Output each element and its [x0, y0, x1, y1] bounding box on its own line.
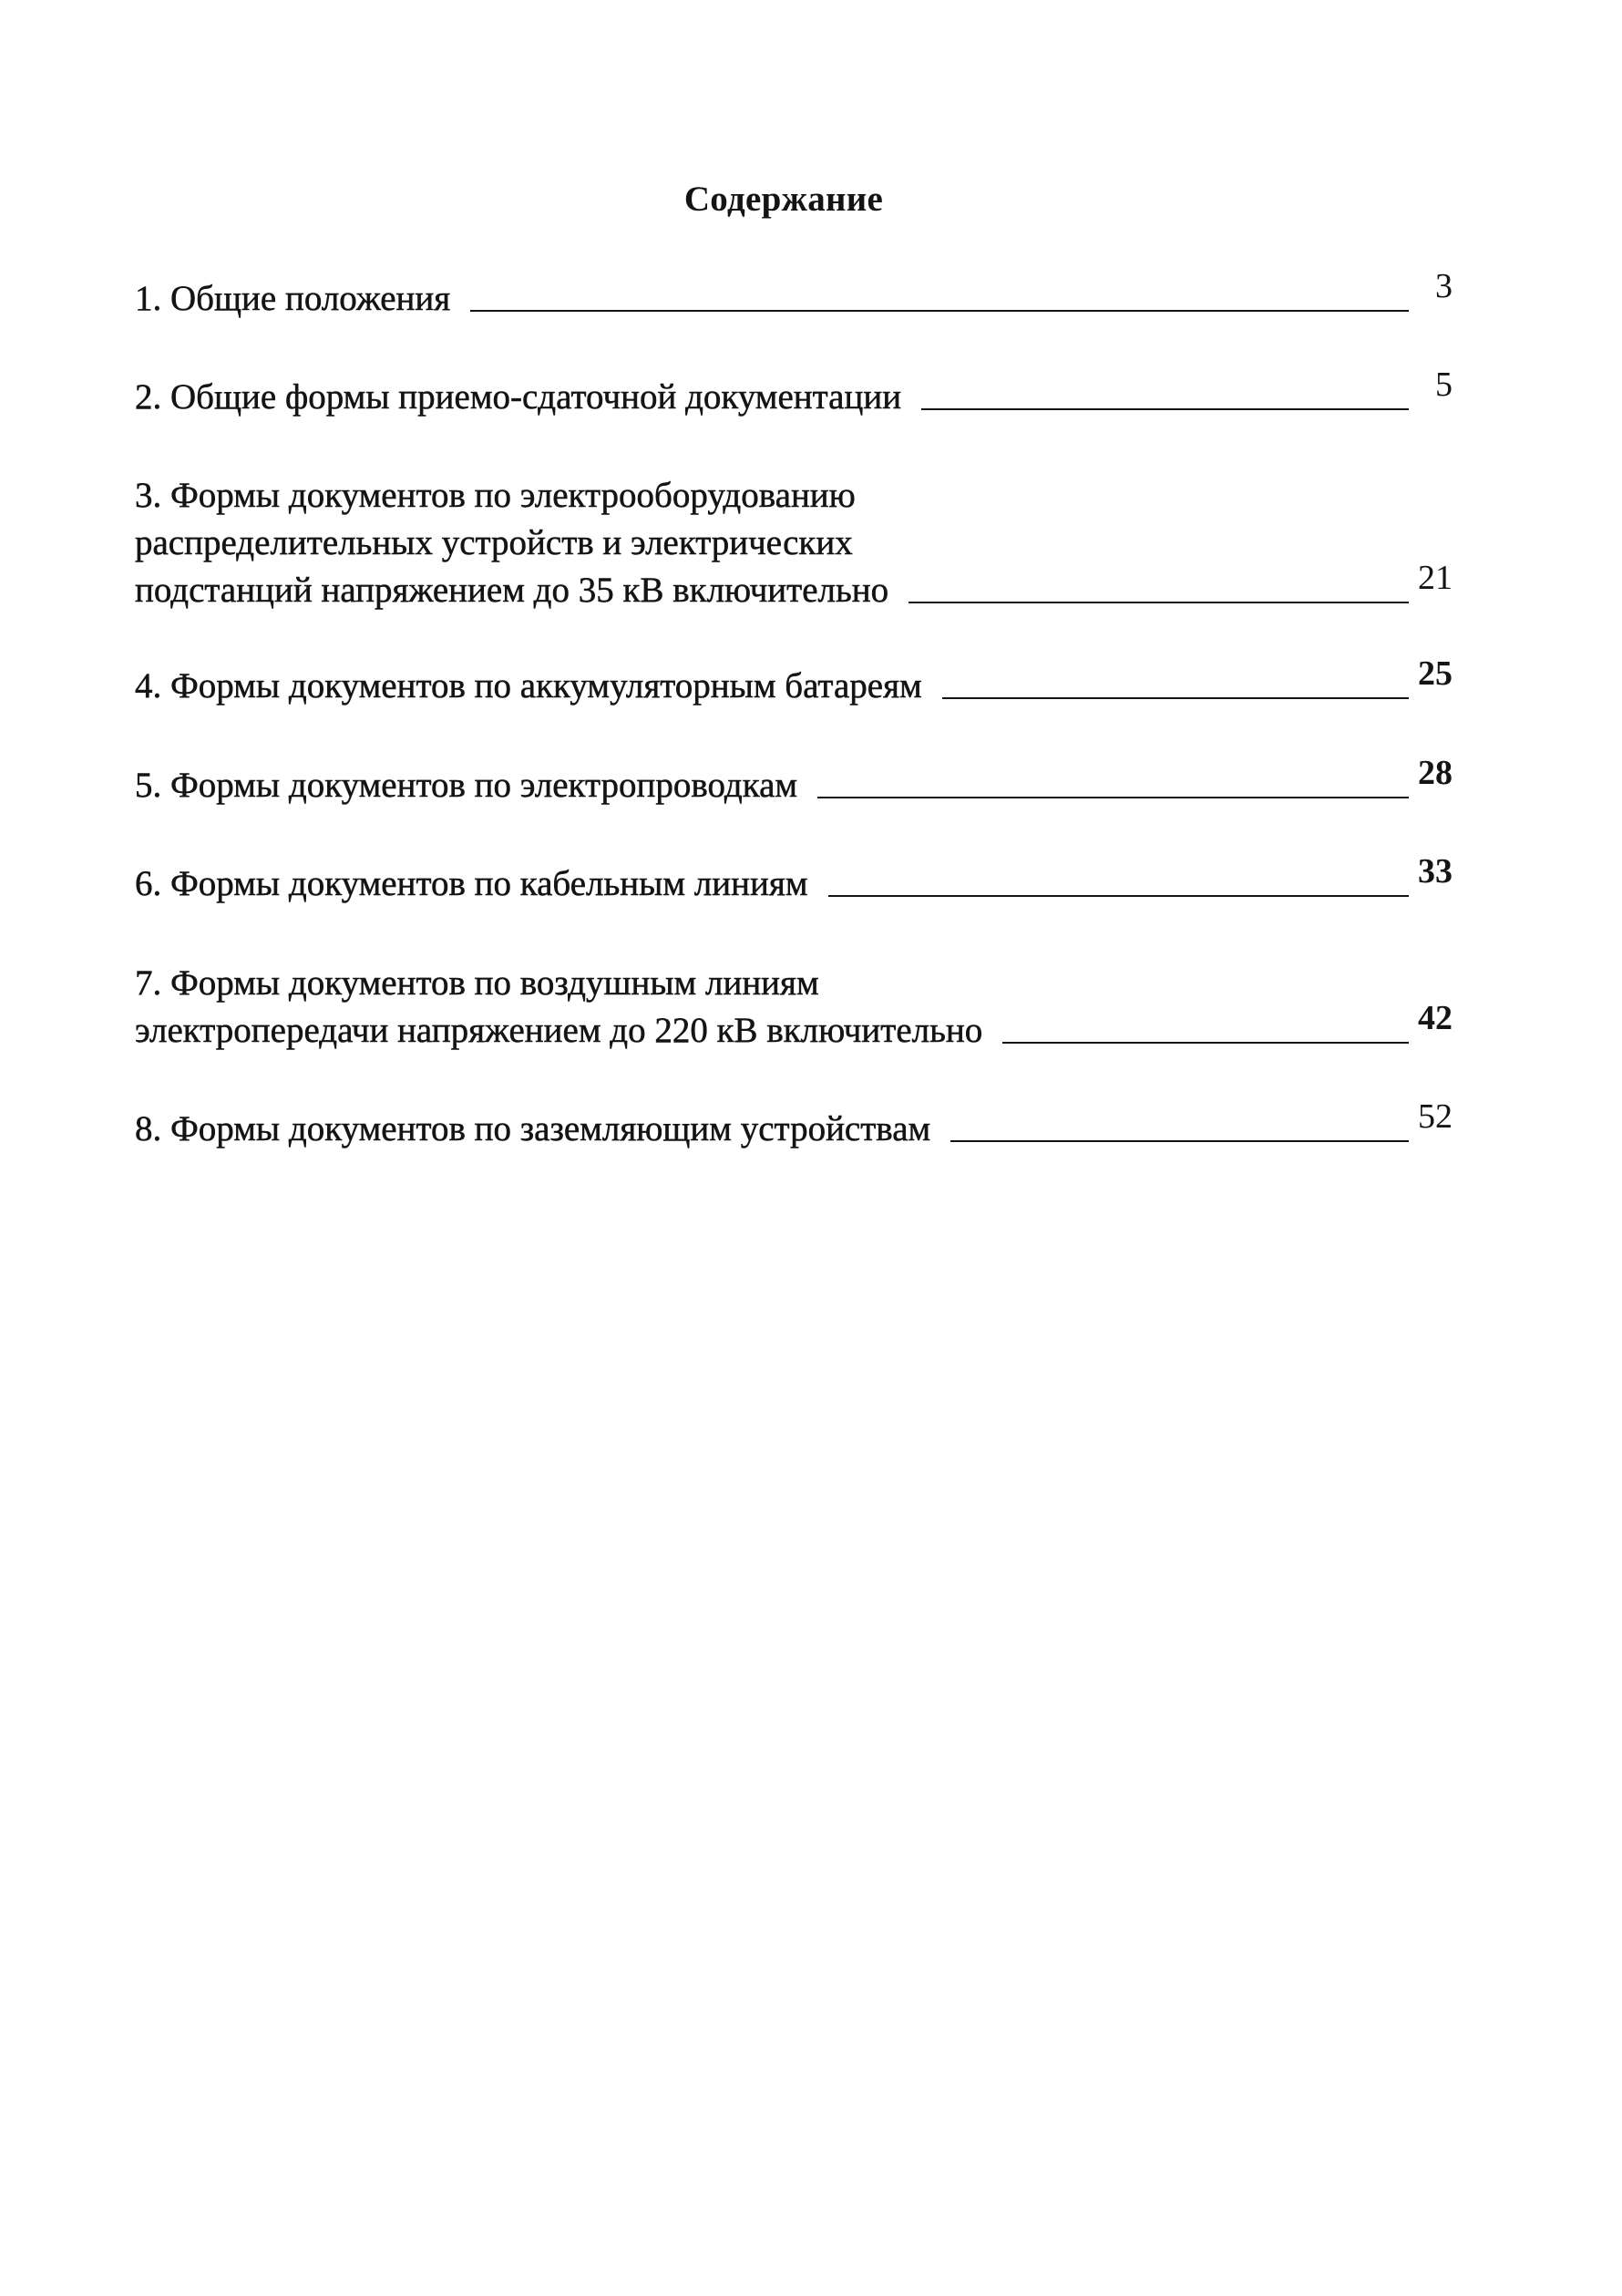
toc-line: [135, 520, 1453, 567]
toc-entry-text: электропередачи напряжением до 220 кВ включительно: [135, 1011, 983, 1050]
toc-entry-7: [135, 960, 1453, 1055]
toc-leader-line: [1002, 1042, 1409, 1044]
toc-entry-6: [135, 852, 1453, 908]
toc-entry-1: [135, 267, 1453, 323]
toc-entry-text: 8. Формы документов по заземляющим устройствам: [135, 1109, 931, 1148]
toc-leader-line: [950, 1140, 1409, 1142]
toc-line: [135, 754, 1453, 809]
toc-page-number: 42: [1418, 999, 1453, 1037]
toc-entry-text: 7. Формы документов по воздушным линиям: [135, 963, 819, 1003]
toc-page-number: 33: [1418, 852, 1453, 891]
toc-line: [135, 1097, 1453, 1153]
toc-entry-text: 2. Общие формы приемо-сдаточной документации: [135, 377, 902, 417]
toc-entry-text: 5. Формы документов по электропроводкам: [135, 766, 798, 805]
toc-leader-line: [909, 602, 1409, 603]
toc-line: [135, 852, 1453, 908]
toc-line: [135, 960, 1453, 1007]
toc-entry-8: [135, 1097, 1453, 1153]
toc-page-number: 25: [1418, 654, 1453, 693]
toc-entry-2: [135, 366, 1453, 421]
toc-line: [135, 366, 1453, 421]
toc-leader-line: [817, 797, 1409, 798]
toc-line: [135, 559, 1453, 614]
toc-leader-line: [921, 408, 1409, 410]
toc-page-number: 3: [1435, 267, 1453, 305]
page-title: Содержание: [683, 180, 884, 219]
toc-line: [135, 267, 1453, 323]
toc-page-number: 5: [1435, 366, 1453, 404]
toc-leader-line: [828, 895, 1409, 897]
toc-entry-text: 3. Формы документов по электрооборудованию: [135, 476, 856, 515]
toc-entry-text: 1. Общие положения: [135, 279, 451, 318]
toc-line: [135, 654, 1453, 710]
toc-entry-5: [135, 754, 1453, 809]
toc-entry-3: [135, 472, 1453, 614]
toc-line: [135, 999, 1453, 1055]
toc-entry-text: подстанций напряжением до 35 кВ включительно: [135, 571, 889, 610]
toc-page-number: 21: [1418, 559, 1453, 597]
toc-entry-text: 4. Формы документов по аккумуляторным батареям: [135, 666, 922, 705]
toc-leader-line: [470, 310, 1409, 312]
toc-leader-line: [942, 697, 1409, 699]
toc-entry-text: распределительных устройств и электрических: [135, 523, 853, 562]
toc-page-number: 28: [1418, 754, 1453, 792]
toc-entry-4: [135, 654, 1453, 710]
toc-line: [135, 472, 1453, 520]
toc-entry-text: 6. Формы документов по кабельным линиям: [135, 864, 808, 903]
toc-page-number: 52: [1418, 1097, 1453, 1136]
